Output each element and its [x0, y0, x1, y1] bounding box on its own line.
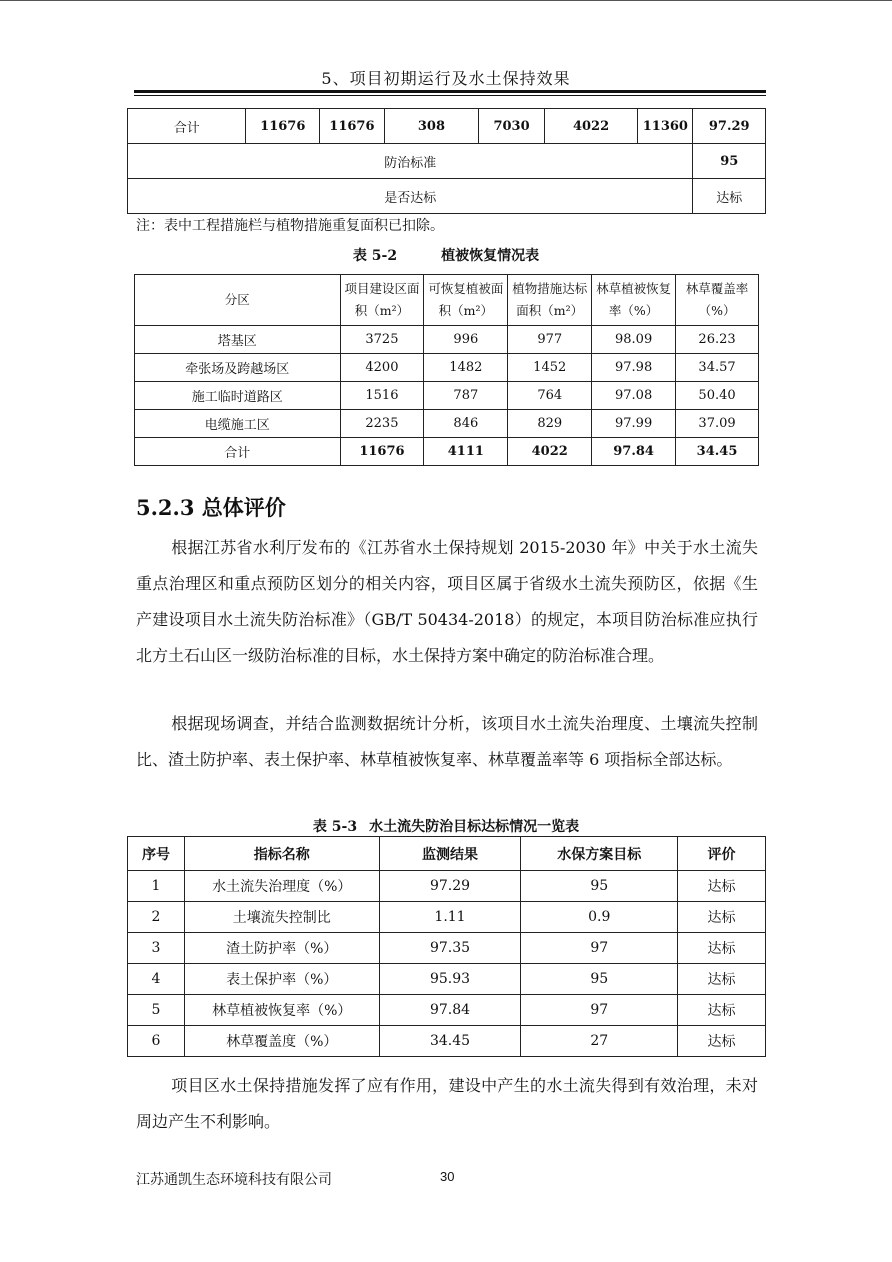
table-cell: 4200 [340, 354, 424, 382]
table-cell: 达标 [678, 995, 766, 1026]
table-cell: 牵张场及跨越场区 [135, 354, 341, 382]
table-cell: 7030 [479, 109, 545, 144]
table-header-cell: 可恢复植被面积（m²） [424, 275, 508, 326]
table-cell: 1.11 [379, 902, 521, 933]
table-cell: 渣土防护率（%） [184, 933, 379, 964]
table-row [128, 179, 766, 214]
table-cell: 11676 [246, 109, 320, 144]
table-cell: 达标 [678, 902, 766, 933]
table-row [135, 438, 759, 466]
table-cell: 97 [521, 933, 678, 964]
table-header-cell: 评价 [678, 837, 766, 871]
table-cell: 塔基区 [135, 326, 341, 354]
table-cell: 是否达标 [128, 179, 693, 214]
table-header-cell: 序号 [128, 837, 185, 871]
table-cell: 4022 [544, 109, 637, 144]
table-cell: 95 [693, 144, 766, 179]
table-row [128, 144, 766, 179]
table-cell: 97.98 [592, 354, 676, 382]
table-cell: 1516 [340, 382, 424, 410]
table3-caption-number: 表 5-3 [312, 819, 358, 835]
table-cell: 5 [128, 995, 185, 1026]
table-row [135, 382, 759, 410]
table2-caption-text: 植被恢复情况表 [441, 248, 540, 264]
table-cell: 2 [128, 902, 185, 933]
page-header-title: 5、项目初期运行及水土保持效果 [321, 69, 571, 88]
table-header-cell: 植物措施达标面积（m²） [508, 275, 592, 326]
table-cell: 4111 [424, 438, 508, 466]
top-border-line [0, 0, 892, 1]
page-number: 30 [440, 1169, 455, 1184]
table-note: 注：表中工程措施栏与植物措施重复面积已扣除。 [136, 218, 444, 234]
table-row [135, 326, 759, 354]
table-header-cell: 林草覆盖率（%） [676, 275, 759, 326]
table-cell: 764 [508, 382, 592, 410]
table-cell: 846 [424, 410, 508, 438]
table-cell: 95 [521, 871, 678, 902]
table-row [128, 871, 766, 902]
table-cell: 0.9 [521, 902, 678, 933]
table-cell: 977 [508, 326, 592, 354]
table-header-row [128, 837, 766, 871]
header-rule-thick [134, 90, 766, 93]
target-compliance-table [127, 836, 766, 1057]
table2-caption-number: 表 5-2 [352, 248, 398, 264]
header-rule-thin [134, 95, 766, 96]
table-cell: 97 [521, 995, 678, 1026]
table-cell: 达标 [678, 871, 766, 902]
table-header-cell: 水保方案目标 [521, 837, 678, 871]
table-header-cell: 项目建设区面积（m²） [340, 275, 424, 326]
table-row [135, 354, 759, 382]
table-cell: 829 [508, 410, 592, 438]
table-row [128, 109, 766, 144]
table-row [128, 1026, 766, 1057]
table-header-cell: 监测结果 [379, 837, 521, 871]
table3-caption-text: 水土流失防治目标达标情况一览表 [369, 819, 580, 835]
table-cell: 2235 [340, 410, 424, 438]
vegetation-recovery-table [134, 274, 759, 466]
table-cell: 达标 [693, 179, 766, 214]
table-cell: 施工临时道路区 [135, 382, 341, 410]
table-cell: 4 [128, 964, 185, 995]
table-row [135, 410, 759, 438]
table-cell: 11676 [340, 438, 424, 466]
table-cell: 4022 [508, 438, 592, 466]
table-header-cell: 指标名称 [184, 837, 379, 871]
table-cell: 表土保护率（%） [184, 964, 379, 995]
table-cell: 土壤流失控制比 [184, 902, 379, 933]
table-row [128, 902, 766, 933]
table-cell: 50.40 [676, 382, 759, 410]
table-cell: 3 [128, 933, 185, 964]
table-cell: 1452 [508, 354, 592, 382]
paragraph-2: 根据现场调查，并结合监测数据统计分析，该项目水土流失治理度、土壤流失控制比、渣土防护率、表土保护率、林草植被恢复率、林草覆盖率等 6 项指标全部达标。 [136, 714, 758, 769]
section-heading: 5.2.3 总体评价 [136, 495, 286, 520]
table-cell: 37.09 [676, 410, 759, 438]
table-cell: 787 [424, 382, 508, 410]
table-cell: 1482 [424, 354, 508, 382]
table-cell: 6 [128, 1026, 185, 1057]
table-cell: 11676 [320, 109, 385, 144]
table-cell: 林草覆盖度（%） [184, 1026, 379, 1057]
table-cell: 11360 [638, 109, 693, 144]
paragraph-1: 根据江苏省水利厅发布的《江苏省水土保持规划 2015-2030 年》中关于水土流失重点治理区和重点预防区划分的相关内容，项目区属于省级水土流失预防区，依据《生产建设项目水土流失防治标准》（GB/T 50434-2018）的规定，本项目防治标准应执行北方土石山区一级防治标准的目标，水土保持方案中确定的防治标准合理。 [136, 538, 758, 665]
table-cell: 电缆施工区 [135, 410, 341, 438]
table-cell: 34.45 [379, 1026, 521, 1057]
table-cell: 308 [384, 109, 479, 144]
table-header-row [135, 275, 759, 326]
table-cell: 合计 [128, 109, 246, 144]
table-cell: 达标 [678, 964, 766, 995]
table-cell: 3725 [340, 326, 424, 354]
table-cell: 97.84 [592, 438, 676, 466]
table-row [128, 933, 766, 964]
table-cell: 26.23 [676, 326, 759, 354]
table-cell: 1 [128, 871, 185, 902]
table-cell: 97.35 [379, 933, 521, 964]
table-cell: 达标 [678, 1026, 766, 1057]
table-cell: 97.99 [592, 410, 676, 438]
table-cell: 95 [521, 964, 678, 995]
table-row [128, 995, 766, 1026]
table-cell: 水土流失治理度（%） [184, 871, 379, 902]
table-cell: 95.93 [379, 964, 521, 995]
table-cell: 97.84 [379, 995, 521, 1026]
table-cell: 防治标准 [128, 144, 693, 179]
table-header-cell: 林草植被恢复率（%） [592, 275, 676, 326]
table-cell: 98.09 [592, 326, 676, 354]
table-row [128, 964, 766, 995]
table-cell: 996 [424, 326, 508, 354]
table-cell: 97.29 [379, 871, 521, 902]
table-cell: 34.45 [676, 438, 759, 466]
table-cell: 97.08 [592, 382, 676, 410]
table-cell: 27 [521, 1026, 678, 1057]
table-header-cell: 分区 [135, 275, 341, 326]
footer-company: 江苏通凯生态环境科技有限公司 [136, 1172, 332, 1188]
table2-caption [0, 245, 892, 265]
table-cell: 林草植被恢复率（%） [184, 995, 379, 1026]
table-cell: 34.57 [676, 354, 759, 382]
paragraph-3: 项目区水土保持措施发挥了应有作用，建设中产生的水土流失得到有效治理，未对周边产生不利影响。 [136, 1076, 758, 1131]
table-cell: 合计 [135, 438, 341, 466]
table-cell: 达标 [678, 933, 766, 964]
table3-caption [0, 816, 892, 836]
prevention-summary-table [127, 108, 766, 214]
table-cell: 97.29 [693, 109, 766, 144]
